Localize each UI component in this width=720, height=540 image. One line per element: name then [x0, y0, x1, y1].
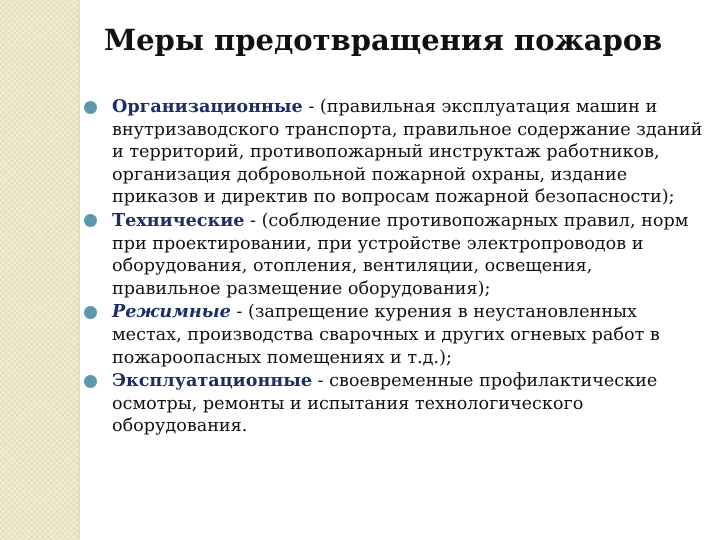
bullet-text: - своевременные профилактические осмотры, ремонты и испытания технологического оборудования. [112, 371, 658, 437]
slide-title: Меры предотвращения пожаров [104, 23, 663, 57]
bullet-dot-icon [84, 214, 97, 227]
bullet-term: Режимные [112, 301, 231, 323]
bullet-term: Организационные [112, 96, 303, 117]
bullet-dot-icon [84, 101, 97, 114]
bullet-item-organizational [82, 96, 704, 209]
bullet-term: Технические [112, 209, 245, 231]
bullet-list [82, 96, 704, 439]
decorative-side-strip [0, 0, 80, 540]
bullet-dot-icon [84, 306, 97, 319]
bullet-text: - (соблюдение противопожарных правил, норм при проектировании, при устройстве электропроводов и оборудования, отопления, вентиляции, освещения, правильное размещение оборудования); [112, 210, 689, 299]
bullet-item-regime [82, 301, 704, 369]
bullet-dot-icon [84, 375, 97, 388]
bullet-item-technical [82, 210, 704, 300]
bullet-text: - (правильная эксплуатация машин и внутризаводского транспорта, правильное содержание зданий и территорий, противопожарный инструктаж работников, организация добровольной пожарной охраны, издание приказов и директив по вопросам пожарной безопасности); [112, 97, 703, 208]
bullet-item-operational [82, 370, 704, 438]
bullet-text: - (запрещение курения в неустановленных местах, производства сварочных и других огневых работ в пожароопасных помещениях и т.д.); [112, 302, 660, 368]
bullet-term: Эксплуатационные [112, 370, 313, 392]
